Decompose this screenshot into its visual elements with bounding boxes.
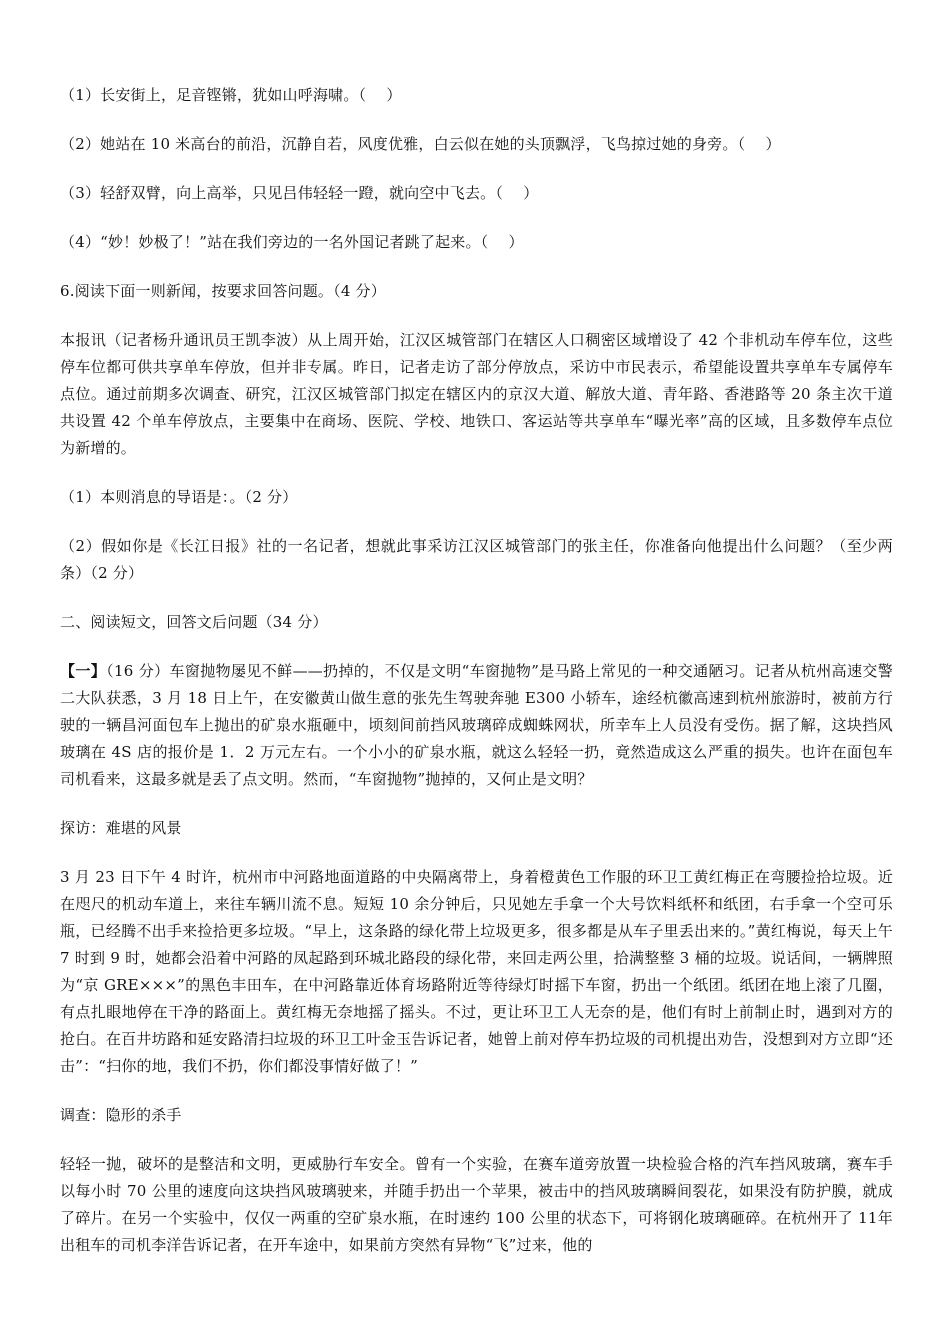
q6-subquestion-1: （1）本则消息的导语是：。（2 分） [60,488,298,506]
document-page [60,82,893,1259]
survey-paragraph: 轻轻一抛，破坏的是整洁和文明，更威胁行车安全。曾有一个实验，在赛车道旁放置一块检验合格的汽车挡风玻璃，赛车手以每小时 70 公里的速度向这块挡风玻璃驶来，并随手扔出一个苹果，被击中的挡风玻璃瞬间裂花，如果没有防护膜，就成了碎片。在另一个实验中，仅仅一两重的空矿泉水瓶，在时速约 100 公里的状态下，可将钢化玻璃砸碎。在杭州开了 11年出租车的司机李洋告诉记者，在开车途中，如果前方突然有异物“飞”过来，他的 [60,1155,893,1254]
heading-visit: 探访：难堪的风景 [60,819,182,837]
q6-news-paragraph: 本报讯（记者杨升通讯员王凯李波）从上周开始，江汉区城管部门在辖区人口稠密区域增设了 42 个非机动车停车位，这些停车位都可供共享单车停放，但并非专属。昨日，记者走访了部分停放点，采访中市民表示，希望能设置共享单车专属停车点位。通过前期多次调查、研究，江汉区城管部门拟定在辖区内的京汉大道、解放大道、青年路、香港路等 20 条主次干道共设置 42 个单车停放点，主要集中在商场、医院、学校、地铁口、客运站等共享单车“曝光率”高的区域，且多数停车点位为新增的。 [60,331,893,457]
heading-survey: 调查：隐形的杀手 [60,1106,182,1124]
section-2-title: 二、阅读短文，回答文后问题（34 分） [60,613,328,631]
q5-item-3: （3）轻舒双臂，向上高举，只见吕伟轻轻一蹬，就向空中飞去。（ ） [60,184,539,202]
q6-subquestion-2: （2）假如你是《长江日报》社的一名记者，想就此事采访江汉区城管部门的张主任，你准备向他提出什么问题？（至少两条）（2 分） [60,537,893,582]
part-1-paragraph [60,658,893,793]
q5-item-2: （2）她站在 10 米高台的前沿，沉静自若，风度优雅，白云似在她的头顶飘浮，飞鸟掠过她的身旁。（ ） [60,135,781,153]
q5-item-1: （1）长安街上，足音铿锵，犹如山呼海啸。（ ） [60,86,402,104]
q6-title: 6.阅读下面一则新闻，按要求回答问题。（4 分） [60,282,386,300]
part-1-intro: （16 分）车窗抛物屡见不鲜——扔掉的，不仅是文明“车窗抛物”是马路上常见的一种交通陋习。记者从杭州高速交警二大队获悉，3 月 18 日上午，在安徽黄山做生意的张先生驾驶奔驰 E300 小轿车，途经杭徽高速到杭州旅游时，被前方行驶的一辆昌河面包车上抛出的矿泉水瓶砸中，顷刻间前挡风玻璃碎成蜘蛛网状，所幸车上人员没有受伤。据了解，这块挡风玻璃在 4S 店的报价是 1．2 万元左右。一个小小的矿泉水瓶，就这么轻轻一扔，竟然造成这么严重的损失。也许在面包车司机看来，这最多就是丢了点文明。然而，“车窗抛物”抛掉的，又何止是文明？ [60,662,893,788]
q5-item-4: （4）“妙！妙极了！”站在我们旁边的一名外国记者跳了起来。（ ） [60,233,524,251]
visit-paragraph: 3 月 23 日下午 4 时许，杭州市中河路地面道路的中央隔离带上，身着橙黄色工作服的环卫工黄红梅正在弯腰捡拾垃圾。近在咫尺的机动车道上，来往车辆川流不息。短短 10 余分钟后，只见她左手拿一个大号饮料纸杯和纸团，右手拿一个空可乐瓶，已经腾不出手来捡拾更多垃圾。“早上，这条路的绿化带上垃圾更多，很多都是从车子里丢出来的。”黄红梅说，每天上午 7 时到 9 时，她都会沿着中河路的凤起路到环城北路段的绿化带，来回走两公里，拾满整整 3 桶的垃圾。说话间，一辆牌照为“京 GRE×××”的黑色丰田车，在中河路靠近体育场路附近等待绿灯时摇下车窗，扔出一个纸团。纸团在地上滚了几圈，有点扎眼地停在干净的路面上。黄红梅无奈地摇了摇头。不过，更让环卫工人无奈的是，他们有时上前制止时，遇到对方的抢白。在百井坊路和延安路清扫垃圾的环卫工叶金玉告诉记者，她曾上前对停车扔垃圾的司机提出劝告，没想到对方立即“还击”：“扫你的地，我们不扔，你们都没事情好做了！” [60,868,893,1075]
part-1-bracket: 【一】 [60,662,107,680]
